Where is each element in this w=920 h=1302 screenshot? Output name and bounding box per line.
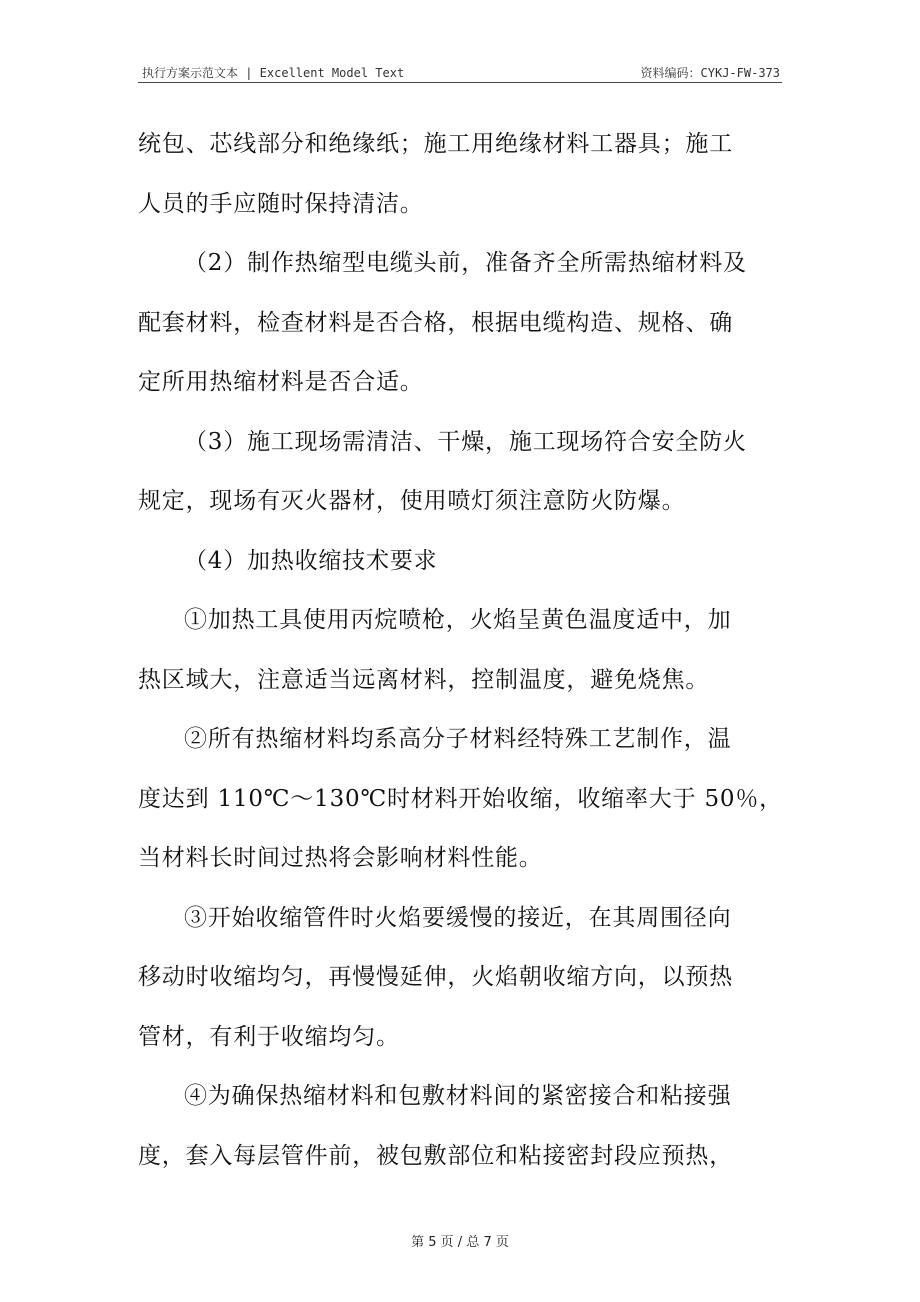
- paragraph-start: ③开始收缩管件时火焰要缓慢的接近，在其周围径向: [184, 904, 732, 931]
- section-heading: （4）加热收缩技术要求: [184, 547, 438, 574]
- paragraph-start: ①加热工具使用丙烷喷枪，火焰呈黄色温度适中，加: [184, 607, 732, 633]
- text-line: 定所用热缩材料是否合适。: [138, 369, 424, 395]
- page-number: 第 5 页 / 总 7 页: [411, 1235, 509, 1250]
- document-body: [138, 118, 782, 1189]
- text-line: 度，套入每层管件前，被包敷部位和粘接密封段应预热，: [138, 1142, 733, 1169]
- document-code: 资料编码：CYKJ-FW-373: [640, 66, 780, 80]
- text-line: 人员的手应随时保持清洁。: [138, 190, 424, 217]
- paragraph-start: （2）制作热缩型电缆头前，准备齐全所需热缩材料及: [184, 250, 747, 276]
- text-line: 当材料长时间过热将会影响材料性能。: [138, 845, 543, 871]
- text-line: 统包、芯线部分和绝缘纸；施工用绝缘材料工器具；施工: [138, 131, 733, 157]
- paragraph-start: ④为确保热缩材料和包敷材料间的紧密接合和粘接强: [184, 1083, 732, 1109]
- text-line: 度达到 110℃～130℃时材料开始收缩，收缩率大于 50％，: [138, 785, 783, 812]
- text-line: 配套材料，检查材料是否合格，根据电缆构造、规格、确: [138, 309, 733, 336]
- paragraph-start: （3）施工现场需清洁、干燥，施工现场符合安全防火: [184, 428, 747, 455]
- text-line: 热区域大，注意适当远离材料，控制温度，避免烧焦。: [138, 666, 710, 693]
- page-footer: [0, 1231, 920, 1250]
- text-line: 管材，有利于收缩均匀。: [138, 1023, 400, 1050]
- page-header: [138, 60, 782, 83]
- paragraph-start: ②所有热缩材料均系高分子材料经特殊工艺制作，温: [184, 726, 732, 752]
- header-title: 执行方案示范文本 | Excellent Model Text: [142, 66, 405, 80]
- text-line: 移动时收缩均匀，再慢慢延伸，火焰朝收缩方向，以预热: [138, 964, 733, 990]
- text-line: 规定，现场有灭火器材，使用喷灯须注意防火防爆。: [138, 488, 686, 514]
